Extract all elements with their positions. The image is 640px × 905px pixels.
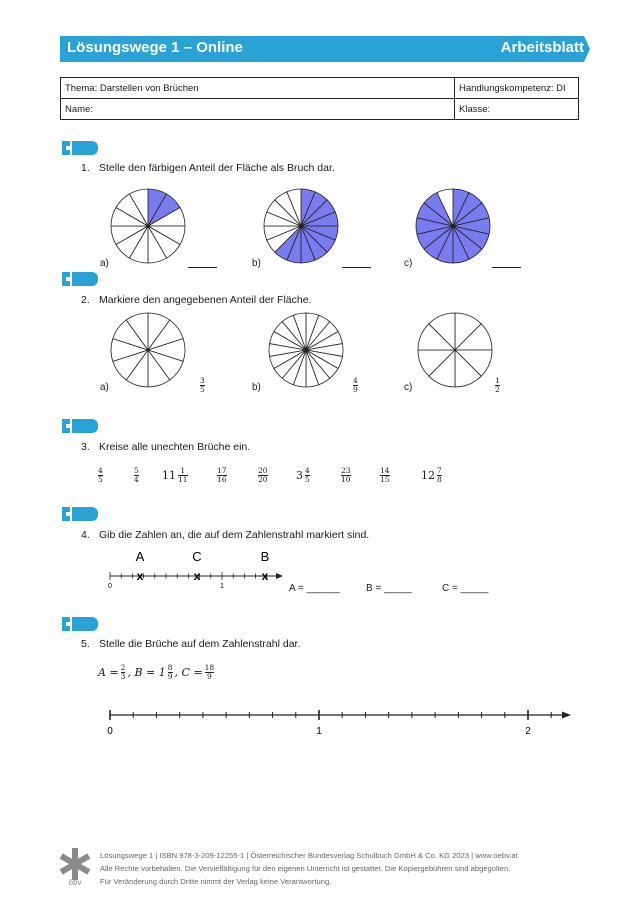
- task2-figures: [95, 310, 575, 390]
- task2-label-b: b): [252, 382, 261, 393]
- axis-label-1: 1: [316, 726, 322, 737]
- task-text: Gib die Zahlen an, die auf dem Zahlenstrahl markiert sind.: [99, 529, 370, 541]
- task-number: 5.: [81, 638, 90, 650]
- fraction-item[interactable]: 11 $\frac{1}{11}$: [162, 466, 188, 484]
- task1-heading: [81, 162, 335, 174]
- arrow-head-icon: [562, 712, 571, 719]
- target-fraction: 1 2: [495, 376, 500, 394]
- task-number: 2.: [81, 294, 90, 306]
- task1-label-b: b): [252, 258, 261, 269]
- tick-label-1: 1: [220, 583, 224, 590]
- header-title: Lösungswege 1 – Online: [67, 39, 243, 56]
- task-marker-icon: [62, 141, 98, 155]
- logo-text: öbv: [68, 878, 82, 886]
- axis-label-2: 2: [525, 726, 531, 737]
- fraction-circle: [416, 189, 490, 263]
- cross-mark: x: [261, 569, 269, 583]
- fraction-item[interactable]: $\frac{20}{20}$: [258, 466, 268, 484]
- task4-heading: [81, 529, 369, 541]
- point-label-c: C: [192, 549, 202, 564]
- answer-b[interactable]: B = _____: [366, 583, 412, 594]
- tick-label-0: 0: [108, 583, 112, 590]
- task-number: 3.: [81, 441, 90, 453]
- task2-label-c: c): [404, 382, 413, 393]
- task-number: 1.: [81, 162, 90, 174]
- fraction-item[interactable]: $\frac{4}{5}$: [98, 466, 103, 484]
- fraction-item[interactable]: $\frac{23}{10}$: [341, 466, 351, 484]
- point-label-a: A: [135, 549, 145, 564]
- task-marker-icon: [62, 617, 98, 631]
- answer-blank[interactable]: [188, 266, 217, 268]
- target-fraction: 4 9: [353, 376, 358, 394]
- answer-blank[interactable]: [342, 266, 371, 268]
- task-marker-icon: [62, 272, 98, 286]
- fraction-circle: [418, 313, 492, 387]
- task5-number-line: [100, 703, 580, 743]
- arrow-head-icon: [276, 573, 283, 579]
- fraction-list: [98, 467, 458, 491]
- task-text: Stelle die Brüche auf dem Zahlenstrahl dar.: [99, 638, 301, 650]
- footer-line-1: Lösungswege 1 | ISBN 978-3-209-12255-1 | Österreichischer Bundesverlag Schulbuch GmbH & Co. KG 2023 | www.oebv.at: [100, 851, 518, 860]
- class-field[interactable]: Klasse:: [455, 99, 579, 120]
- cross-mark: x: [136, 569, 144, 583]
- task1-label-a: a): [100, 258, 109, 269]
- competence-cell: Handlungskompetenz: DI: [455, 78, 579, 99]
- task2-label-a: a): [100, 382, 109, 393]
- axis-label-0: 0: [107, 726, 113, 737]
- fraction-item[interactable]: $\frac{17}{16}$: [217, 466, 227, 484]
- name-field[interactable]: Name:: [61, 99, 455, 120]
- answer-a[interactable]: A = ______: [289, 583, 340, 594]
- point-label-b: B: [260, 549, 270, 564]
- fraction-circle: [269, 313, 343, 387]
- fraction-item[interactable]: 3 $\frac{4}{5}$: [296, 466, 310, 484]
- info-table: [60, 77, 579, 120]
- answer-c[interactable]: C = _____: [442, 583, 489, 594]
- footer-line-3: Für Veränderung durch Dritte nimmt der Verlag keine Verantwortung.: [100, 877, 332, 886]
- fraction-item[interactable]: 12 $\frac{7}{8}$: [421, 466, 442, 484]
- task5-heading: [81, 638, 300, 650]
- fraction-circle: [111, 189, 185, 263]
- task1-label-c: c): [404, 258, 413, 269]
- task-number: 4.: [81, 529, 90, 541]
- header-doc-type: Arbeitsblatt: [500, 39, 584, 56]
- task2-heading: [81, 294, 311, 306]
- task-text: Markiere den angegebenen Anteil der Fläche.: [99, 294, 312, 306]
- task-marker-icon: [62, 419, 98, 433]
- task1-figures: [95, 185, 575, 275]
- fraction-item[interactable]: $\frac{14}{15}$: [380, 466, 390, 484]
- publisher-logo-icon: [55, 846, 95, 886]
- task3-heading: [81, 441, 250, 453]
- fraction-circle: [111, 313, 185, 387]
- fraction-circle: [264, 189, 338, 263]
- answer-blank[interactable]: [492, 266, 521, 268]
- task-text: Kreise alle unechten Brüche ein.: [99, 441, 251, 453]
- target-fraction: 3 5: [200, 376, 205, 394]
- cross-mark: x: [193, 569, 201, 583]
- fraction-item[interactable]: $\frac{5}{4}$: [134, 466, 139, 484]
- task-marker-icon: [62, 507, 98, 521]
- task4-number-line: [100, 548, 290, 593]
- topic-cell: Thema: Darstellen von Brüchen: [61, 78, 455, 99]
- task5-formula: A = $\frac{2}{3}$ , B = 1 $\frac{8}{9}$ , C = $\frac{18}{9}$: [98, 663, 215, 681]
- footer-line-2: Alle Rechte vorbehalten. Die Vervielfältigung für den eigenen Unterricht ist gestattet. Die Kopiergebühren sind abgegolten.: [100, 864, 511, 873]
- task-text: Stelle den färbigen Anteil der Fläche als Bruch dar.: [99, 162, 335, 174]
